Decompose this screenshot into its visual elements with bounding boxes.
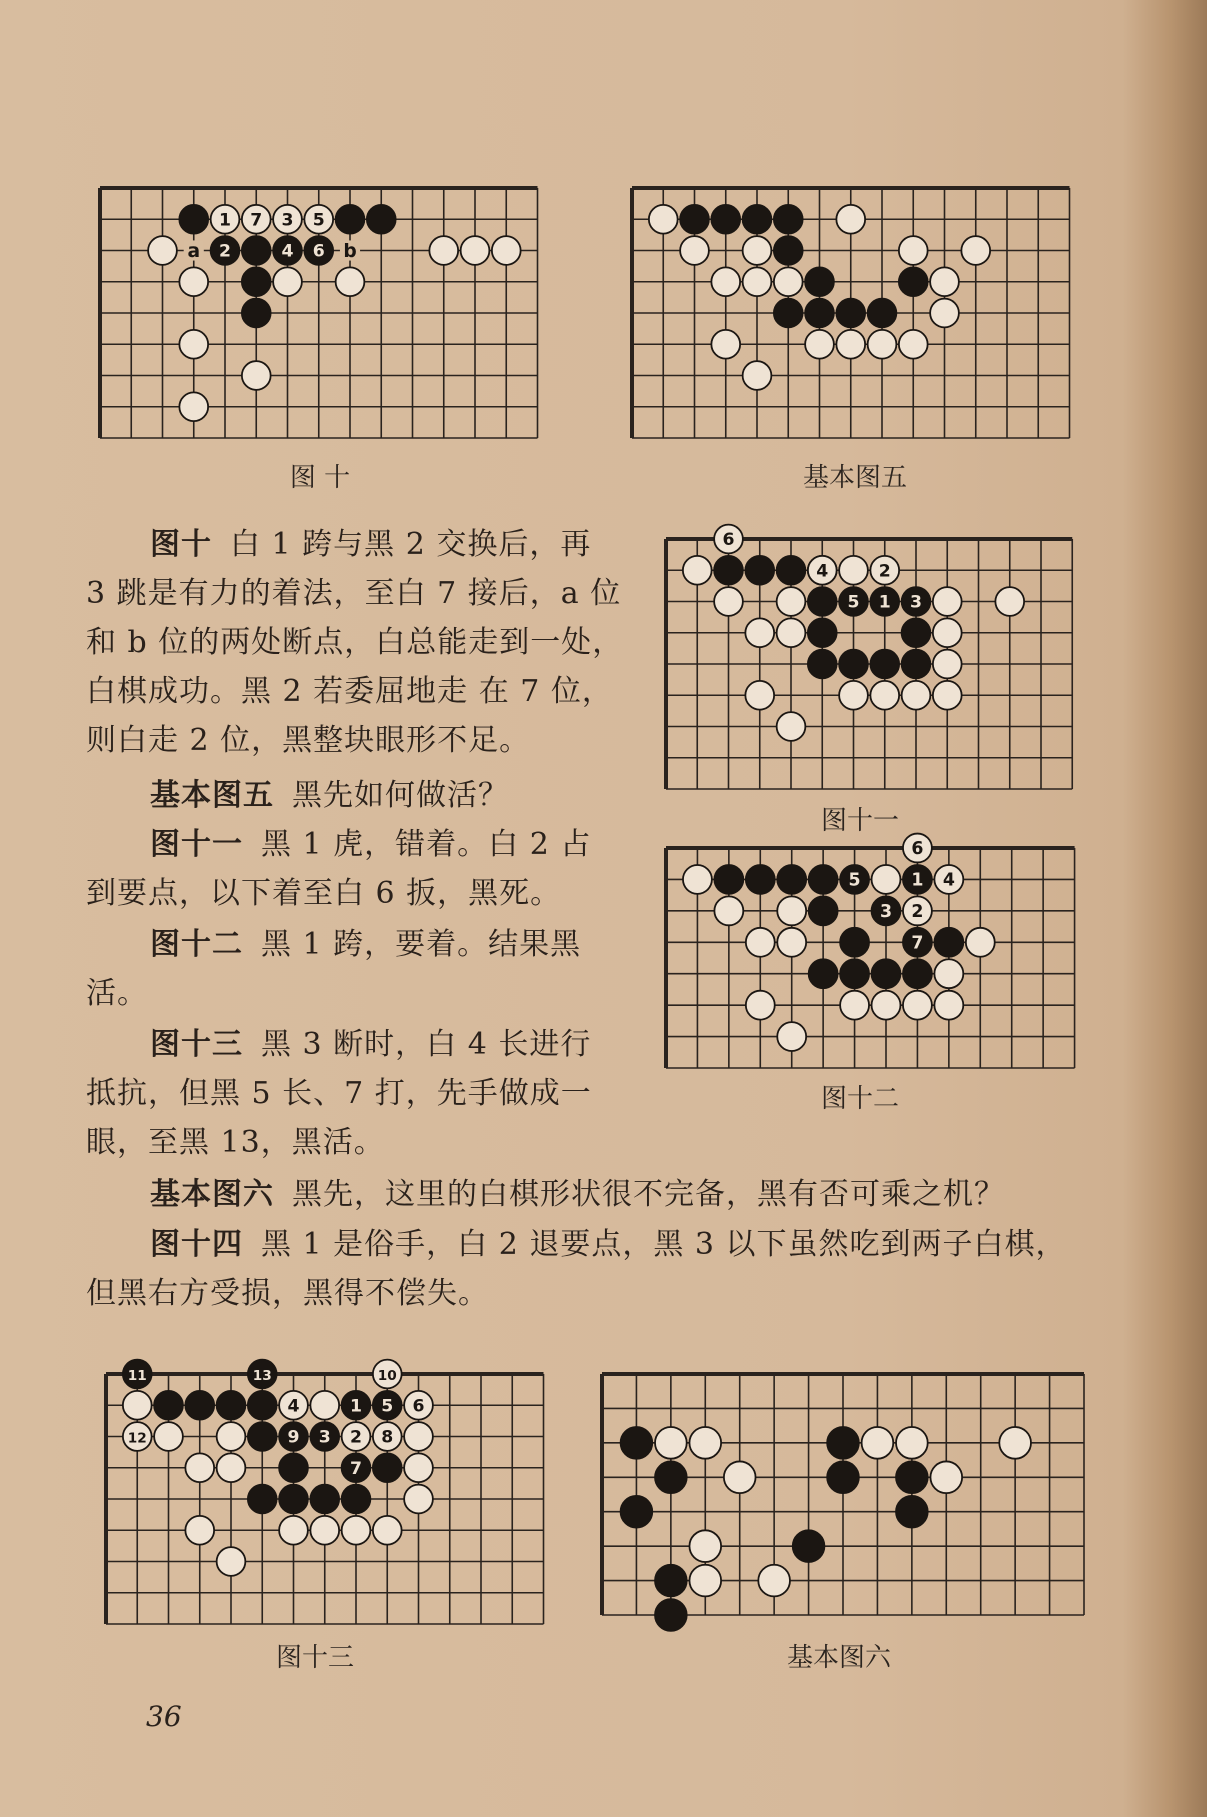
move-number: 6	[722, 530, 735, 551]
black-stone	[743, 205, 772, 234]
go-board-fig11	[662, 530, 1082, 793]
white-stone	[995, 587, 1024, 616]
white-stone	[242, 205, 271, 234]
black-stone	[248, 1422, 277, 1451]
white-stone	[711, 267, 740, 296]
black-stone	[793, 1530, 825, 1562]
black-stone	[336, 205, 365, 234]
white-stone	[743, 361, 772, 390]
white-stone	[404, 1485, 433, 1514]
white-stone	[336, 267, 365, 296]
white-stone	[934, 991, 963, 1020]
black-stone	[903, 928, 932, 957]
paragraph-head: 图十二	[150, 927, 243, 962]
white-stone	[870, 681, 899, 710]
black-stone	[836, 299, 865, 328]
black-stone	[902, 587, 931, 616]
paragraph-head: 基本图六	[150, 1177, 274, 1212]
white-stone	[836, 205, 865, 234]
black-stone	[279, 1422, 308, 1451]
white-stone	[179, 267, 208, 296]
white-stone	[933, 618, 962, 647]
white-stone	[342, 1422, 371, 1451]
black-stone	[902, 618, 931, 647]
paragraph-head: 图十一	[150, 827, 243, 862]
black-stone	[304, 236, 333, 265]
white-stone	[179, 392, 208, 421]
black-stone	[248, 1485, 277, 1514]
move-number: 1	[218, 210, 232, 231]
black-stone	[745, 556, 774, 585]
white-stone	[373, 1516, 402, 1545]
white-stone	[930, 1461, 962, 1493]
move-number: 9	[287, 1427, 300, 1448]
black-stone	[808, 618, 837, 647]
paragraph-fig14: 图十四 黑 1 是俗手，白 2 退要点，黑 3 以下虽然吃到两子白棋， 但黑右方受损，黑得不偿失。	[86, 1227, 1067, 1311]
black-stone	[872, 959, 901, 988]
white-stone	[902, 681, 931, 710]
white-stone	[714, 896, 743, 925]
move-number: 4	[281, 241, 294, 262]
white-stone	[492, 236, 521, 265]
move-number: 7	[250, 210, 263, 231]
white-stone	[185, 1516, 214, 1545]
go-board-fig13	[102, 1368, 562, 1628]
black-stone	[310, 1485, 339, 1514]
move-number: 6	[911, 839, 924, 860]
move-number: 5	[848, 870, 861, 891]
black-stone	[242, 236, 271, 265]
white-stone	[404, 1422, 433, 1451]
black-stone	[870, 650, 899, 679]
white-stone	[711, 330, 740, 359]
black-stone	[342, 1453, 371, 1482]
move-number: 2	[218, 241, 232, 262]
white-stone	[758, 1565, 790, 1597]
white-stone	[777, 896, 806, 925]
white-stone	[689, 1427, 721, 1459]
black-stone	[342, 1485, 371, 1514]
black-stone	[774, 299, 803, 328]
white-stone	[429, 236, 458, 265]
move-number: 3	[909, 592, 923, 613]
go-board-fig10	[96, 182, 556, 442]
black-stone	[279, 1453, 308, 1482]
black-stone	[242, 299, 271, 328]
caption-fig10: 图 十	[289, 463, 351, 493]
move-number: 4	[287, 1396, 300, 1417]
black-stone	[809, 896, 838, 925]
black-stone	[903, 959, 932, 988]
black-stone	[774, 236, 803, 265]
black-stone	[310, 1422, 339, 1451]
black-stone	[839, 587, 868, 616]
black-stone	[839, 650, 868, 679]
white-stone	[273, 205, 302, 234]
caption-fig12: 图十二	[820, 1084, 899, 1114]
white-stone	[310, 1391, 339, 1420]
black-stone	[367, 205, 396, 234]
black-stone	[279, 1485, 308, 1514]
black-stone	[774, 205, 803, 234]
white-stone	[217, 1547, 246, 1576]
white-stone	[123, 1422, 152, 1451]
move-number: 3	[879, 901, 893, 922]
white-stone	[745, 681, 774, 710]
move-number: 3	[281, 210, 294, 231]
black-stone	[896, 1461, 928, 1493]
white-stone	[862, 1427, 894, 1459]
white-stone	[933, 681, 962, 710]
white-stone	[217, 1422, 246, 1451]
white-stone	[903, 991, 932, 1020]
white-stone	[872, 865, 901, 894]
white-stone	[279, 1391, 308, 1420]
white-stone	[123, 1391, 152, 1420]
black-stone	[827, 1427, 859, 1459]
move-number: 12	[127, 1430, 147, 1447]
white-stone	[896, 1427, 928, 1459]
white-stone	[461, 236, 490, 265]
caption-basic5: 基本图五	[802, 463, 907, 493]
white-stone	[870, 556, 899, 585]
black-stone	[746, 865, 775, 894]
black-stone	[805, 299, 834, 328]
black-stone	[840, 928, 869, 957]
black-stone	[777, 556, 806, 585]
white-stone	[777, 928, 806, 957]
white-stone	[714, 525, 743, 554]
white-stone	[404, 1391, 433, 1420]
white-stone	[933, 650, 962, 679]
move-number: 5	[847, 592, 860, 613]
white-stone	[179, 330, 208, 359]
black-stone	[903, 865, 932, 894]
white-stone	[724, 1461, 756, 1493]
white-stone	[714, 587, 743, 616]
move-number: 2	[878, 561, 891, 582]
paragraph-head: 图十	[150, 527, 212, 562]
white-stone	[899, 236, 928, 265]
black-stone	[809, 865, 838, 894]
move-number: 10	[377, 1368, 397, 1385]
black-stone	[868, 299, 897, 328]
white-stone	[373, 1360, 402, 1389]
black-stone	[373, 1391, 402, 1420]
caption-fig11: 图十一	[820, 806, 899, 836]
black-stone	[711, 205, 740, 234]
black-stone	[655, 1599, 687, 1631]
white-stone	[148, 236, 177, 265]
white-stone	[154, 1422, 183, 1451]
paragraph-basic6: 基本图六 黑先，这里的白棋形状很不完备，黑有否可乘之机？	[150, 1177, 1005, 1212]
black-stone	[840, 865, 869, 894]
black-stone	[827, 1461, 859, 1493]
paragraph-fig11: 图十一 黑 1 虎，错着。白 2 占 到要点，以下着至白 6 扳，黑死。	[86, 827, 592, 911]
paragraph-head: 图十三	[150, 1027, 243, 1062]
white-stone	[743, 267, 772, 296]
white-stone	[373, 1422, 402, 1451]
black-stone	[655, 1461, 687, 1493]
black-stone	[179, 205, 208, 234]
white-stone	[903, 896, 932, 925]
black-stone	[680, 205, 709, 234]
white-stone	[683, 865, 712, 894]
black-stone	[777, 865, 806, 894]
white-stone	[273, 267, 302, 296]
white-stone	[743, 236, 772, 265]
black-stone	[248, 1360, 277, 1389]
white-stone	[304, 205, 333, 234]
white-stone	[242, 361, 271, 390]
white-stone	[930, 299, 959, 328]
black-stone	[248, 1391, 277, 1420]
black-stone	[899, 267, 928, 296]
black-stone	[655, 1565, 687, 1597]
white-stone	[868, 330, 897, 359]
go-board-basic5	[628, 182, 1088, 442]
paragraph-fig13: 图十三 黑 3 断时，白 4 长进行 抵抗，但黑 5 长、7 打，先手做成一 眼，至黑 13，黑活。	[86, 1027, 592, 1160]
black-stone	[934, 928, 963, 957]
white-stone	[808, 556, 837, 585]
point-label: a	[187, 240, 201, 262]
white-stone	[777, 1022, 806, 1051]
page-number: 36	[146, 1700, 182, 1733]
black-stone	[805, 267, 834, 296]
white-stone	[777, 587, 806, 616]
white-stone	[342, 1516, 371, 1545]
white-stone	[746, 928, 775, 957]
caption-fig13: 图十三	[275, 1643, 354, 1673]
white-stone	[836, 330, 865, 359]
black-stone	[902, 650, 931, 679]
white-stone	[746, 991, 775, 1020]
black-stone	[870, 587, 899, 616]
move-number: 11	[127, 1368, 147, 1385]
white-stone	[655, 1427, 687, 1459]
white-stone	[839, 681, 868, 710]
move-number: 3	[318, 1427, 331, 1448]
white-stone	[680, 236, 709, 265]
black-stone	[840, 959, 869, 988]
white-stone	[774, 267, 803, 296]
move-number: 5	[381, 1396, 394, 1417]
point-label: b	[343, 240, 357, 262]
black-stone	[621, 1427, 653, 1459]
white-stone	[934, 959, 963, 988]
white-stone	[310, 1516, 339, 1545]
move-number: 4	[942, 870, 955, 891]
white-stone	[211, 205, 240, 234]
white-stone	[689, 1530, 721, 1562]
move-number: 7	[911, 933, 924, 954]
go-board-basic6	[598, 1368, 1088, 1628]
black-stone	[185, 1391, 214, 1420]
black-stone	[714, 865, 743, 894]
white-stone	[839, 556, 868, 585]
black-stone	[211, 236, 240, 265]
move-number: 13	[252, 1368, 272, 1385]
move-number: 8	[381, 1427, 394, 1448]
white-stone	[777, 618, 806, 647]
move-number: 1	[878, 592, 891, 613]
black-stone	[154, 1391, 183, 1420]
black-stone	[242, 267, 271, 296]
white-stone	[933, 587, 962, 616]
black-stone	[123, 1360, 152, 1389]
white-stone	[961, 236, 990, 265]
paragraph-basic5: 基本图五 黑先如何做活？	[150, 778, 509, 813]
white-stone	[689, 1565, 721, 1597]
white-stone	[217, 1453, 246, 1482]
caption-basic6: 基本图六	[786, 1643, 891, 1673]
black-stone	[872, 896, 901, 925]
white-stone	[279, 1516, 308, 1545]
move-number: 2	[349, 1427, 363, 1448]
move-number: 6	[312, 241, 325, 262]
go-board-fig12	[662, 839, 1082, 1072]
white-stone	[930, 267, 959, 296]
white-stone	[903, 834, 932, 863]
move-number: 1	[349, 1396, 363, 1417]
move-number: 2	[911, 901, 924, 922]
paragraph-head: 基本图五	[150, 778, 274, 813]
move-number: 7	[349, 1458, 363, 1479]
white-stone	[966, 928, 995, 957]
white-stone	[683, 556, 712, 585]
white-stone	[404, 1453, 433, 1482]
white-stone	[745, 618, 774, 647]
black-stone	[808, 587, 837, 616]
move-number: 1	[911, 870, 924, 891]
white-stone	[999, 1427, 1031, 1459]
white-stone	[934, 865, 963, 894]
black-stone	[714, 556, 743, 585]
black-stone	[809, 959, 838, 988]
paragraph-fig10: 图十 白 1 跨与黑 2 交换后，再 3 跳是有力的着法，至白 7 接后，a 位 和 b 位的两处断点，白总能走到一处， 白棋成功。黑 2 若委屈地走 在 7 位， 则白走 2 位，黑整块眼形不足。	[86, 527, 624, 758]
move-number: 5	[312, 210, 325, 231]
black-stone	[217, 1391, 246, 1420]
move-number: 6	[412, 1396, 425, 1417]
black-stone	[373, 1453, 402, 1482]
black-stone	[621, 1496, 653, 1528]
black-stone	[342, 1391, 371, 1420]
white-stone	[649, 205, 678, 234]
paragraph-head: 图十四	[150, 1227, 243, 1262]
move-number: 4	[816, 561, 829, 582]
black-stone	[273, 236, 302, 265]
white-stone	[872, 991, 901, 1020]
white-stone	[777, 712, 806, 741]
white-stone	[805, 330, 834, 359]
white-stone	[899, 330, 928, 359]
white-stone	[840, 991, 869, 1020]
black-stone	[896, 1496, 928, 1528]
white-stone	[185, 1453, 214, 1482]
paragraph-fig12: 图十二 黑 1 跨，要着。结果黑 活。	[86, 927, 582, 1011]
black-stone	[808, 650, 837, 679]
